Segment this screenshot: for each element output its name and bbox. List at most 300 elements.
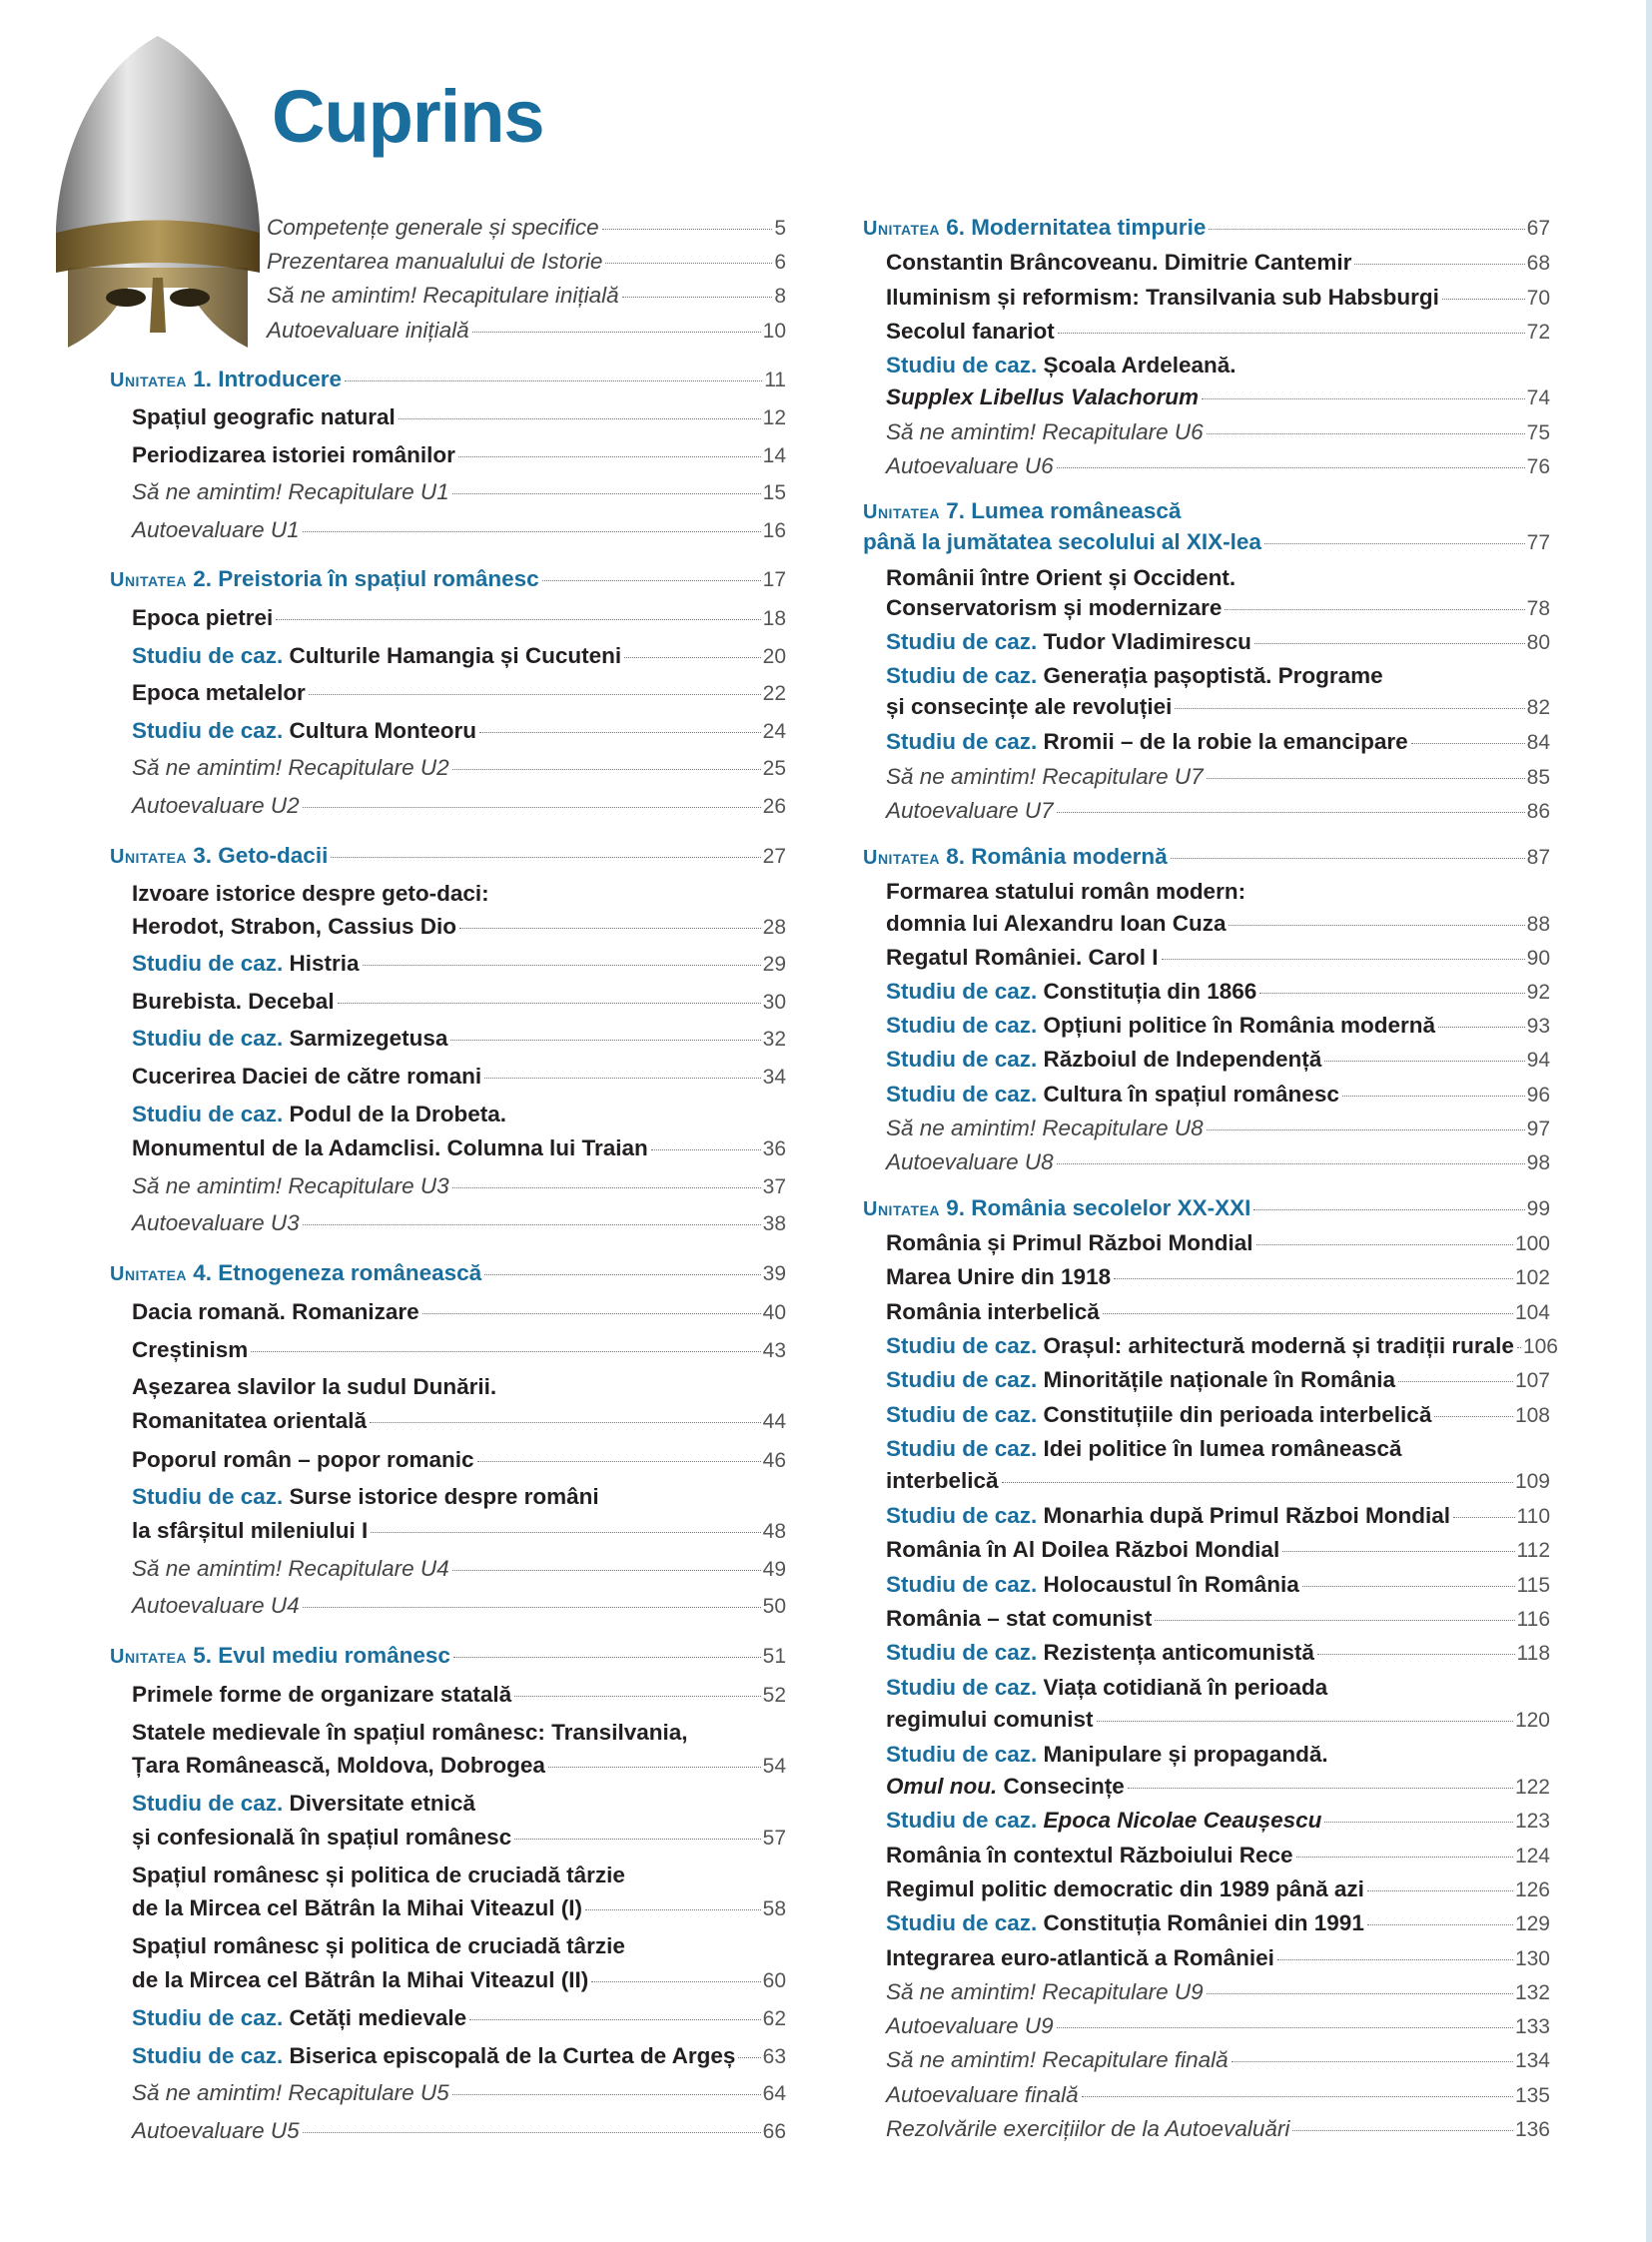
toc-entry[interactable] (132, 1445, 786, 1475)
toc-unit-heading[interactable] (110, 564, 786, 594)
page-number: 36 (762, 1137, 786, 1160)
toc-entry-label: Studiu de caz. Idei politice în lumea românească (886, 1436, 1402, 1461)
toc-entry-label: Studiu de caz. Surse istorice despre români (132, 1484, 599, 1509)
dot-leader (1114, 1278, 1513, 1279)
toc-entry-label: Constantin Brâncoveanu. Dimitrie Cantemir (886, 250, 1352, 275)
dot-leader (1324, 1061, 1524, 1062)
page-number: 20 (762, 645, 786, 668)
toc-entry-label: Studiu de caz. Orașul: arhitectură modernă și tradiții rurale (886, 1333, 1514, 1358)
toc-unit-heading[interactable] (110, 1258, 786, 1288)
toc-entry-label: Monumentul de la Adamclisi. Columna lui Traian (132, 1135, 648, 1160)
toc-entry[interactable] (886, 627, 1550, 657)
dot-leader (1202, 398, 1525, 399)
toc-entry[interactable] (132, 1718, 786, 1748)
dot-leader (484, 1078, 760, 1079)
toc-entry[interactable] (886, 796, 1550, 826)
toc-entry[interactable] (132, 1335, 786, 1365)
page-number: 102 (1514, 1266, 1550, 1289)
dot-leader (452, 493, 761, 494)
toc-entry[interactable] (132, 1823, 786, 1853)
toc-entry[interactable] (886, 1874, 1550, 1904)
toc-entry-label: Spațiul românesc și politica de cruciadă târzie (132, 1933, 625, 1958)
toc-entry[interactable] (886, 1331, 1558, 1361)
toc-entry-label: Regatul României. Carol I (886, 945, 1159, 970)
toc-entry[interactable] (886, 1045, 1550, 1075)
toc-entry-label: Spațiul geografic natural (132, 404, 396, 429)
page-number: 106 (1522, 1335, 1558, 1358)
toc-entry-label: Unitatea 4. Etnogeneza românească (110, 1260, 482, 1285)
toc-entry[interactable] (132, 1751, 786, 1781)
page-number: 8 (774, 285, 786, 308)
toc-entry[interactable] (886, 563, 1550, 593)
toc-entry[interactable] (886, 2114, 1550, 2144)
toc-entry[interactable] (886, 2045, 1550, 2075)
page-number: 118 (1516, 1642, 1550, 1665)
toc-entry[interactable] (132, 987, 786, 1017)
dot-leader (1232, 2061, 1513, 2062)
toc-entry-label: Unitatea 8. România modernă (863, 844, 1168, 869)
dot-leader (1207, 778, 1525, 779)
toc-entry[interactable] (132, 1297, 786, 1327)
toc-unit-heading[interactable] (863, 842, 1550, 872)
toc-entry[interactable] (886, 1434, 1550, 1464)
toc-entry[interactable] (132, 1406, 786, 1436)
toc-entry-label: Studiu de caz. Constituția României din 1991 (886, 1910, 1364, 1935)
toc-entry[interactable] (886, 1977, 1550, 2007)
page-number: 44 (762, 1410, 786, 1433)
dot-leader (1057, 467, 1525, 468)
toc-entry[interactable] (132, 1208, 786, 1238)
dot-leader (738, 2057, 760, 2058)
page-number: 129 (1514, 1912, 1550, 1935)
toc-entry[interactable] (132, 791, 786, 821)
toc-entry[interactable] (886, 692, 1550, 722)
dot-leader (1277, 1959, 1513, 1960)
page-number: 17 (762, 568, 786, 591)
dot-leader (452, 2094, 761, 2095)
toc-entry-label: Unitatea 2. Preistoria în spațiul românesc (110, 566, 539, 591)
toc-entry[interactable] (132, 1372, 786, 1402)
toc-entry[interactable] (267, 281, 786, 311)
toc-entry-label: Studiu de caz. Războiul de Independență (886, 1047, 1322, 1072)
toc-entry-label: Studiu de caz. Școala Ardeleană. (886, 353, 1237, 377)
toc-entry[interactable] (132, 1893, 786, 1923)
page-number: 70 (1526, 287, 1550, 310)
toc-entry[interactable] (886, 1262, 1550, 1292)
toc-entry[interactable] (886, 661, 1550, 691)
page-number: 66 (762, 2120, 786, 2143)
page-number: 54 (762, 1755, 786, 1778)
toc-unit-heading[interactable] (863, 527, 1550, 557)
toc-entry-label: Țara Românească, Moldova, Dobrogea (132, 1753, 545, 1778)
dot-leader (1057, 2027, 1513, 2028)
dot-leader (276, 619, 760, 620)
toc-entry[interactable] (886, 1400, 1550, 1430)
page-number: 85 (1526, 766, 1550, 789)
toc-entry[interactable] (267, 247, 786, 277)
toc-entry-label: Studiu de caz. Constituțiile din perioada interbelică (886, 1402, 1432, 1427)
dot-leader (605, 263, 772, 264)
toc-entry[interactable] (132, 477, 786, 507)
page-number: 134 (1514, 2049, 1550, 2072)
dot-leader (548, 1767, 761, 1768)
page-number: 12 (762, 406, 786, 429)
toc-entry-label: Epoca metalelor (132, 680, 306, 705)
toc-entry[interactable] (886, 1080, 1550, 1110)
page-number: 135 (1514, 2084, 1550, 2107)
toc-entry-label: Formarea statului român modern: (886, 879, 1246, 904)
toc-entry-label: Rezolvările exercițiilor de la Autoevaluări (886, 2116, 1290, 2141)
page-number: 67 (1526, 217, 1550, 240)
toc-entry-label: Secolul fanariot (886, 319, 1055, 344)
page-number: 94 (1526, 1049, 1550, 1072)
toc-entry[interactable] (132, 1591, 786, 1621)
toc-entry[interactable] (132, 879, 786, 909)
toc-entry-label: Unitatea 3. Geto-dacii (110, 843, 329, 868)
dot-leader (452, 1187, 761, 1188)
dot-leader (591, 1981, 760, 1982)
toc-entry[interactable] (886, 1740, 1550, 1770)
toc-entry-label: Studiu de caz. Tudor Vladimirescu (886, 629, 1251, 654)
page-number: 77 (1526, 531, 1550, 554)
page-number: 109 (1514, 1470, 1550, 1493)
toc-entry[interactable] (132, 1554, 786, 1584)
toc-entry[interactable] (886, 909, 1550, 939)
dot-leader (458, 456, 761, 457)
page-number: 87 (1526, 846, 1550, 869)
toc-entry[interactable] (132, 603, 786, 633)
page-number: 16 (762, 519, 786, 542)
toc-entry-label: Studiu de caz. Histria (132, 951, 360, 976)
page-number: 57 (762, 1827, 786, 1850)
dot-leader (1162, 959, 1525, 960)
toc-entry[interactable] (132, 1133, 786, 1163)
toc-entry-label: Unitatea 1. Introducere (110, 367, 343, 391)
toc-unit-heading[interactable] (863, 213, 1550, 243)
dot-leader (1058, 333, 1525, 334)
page-number: 98 (1526, 1151, 1550, 1174)
dot-leader (422, 1313, 761, 1314)
dot-leader (452, 769, 761, 770)
toc-entry-label: Studiu de caz. Constituția din 1866 (886, 979, 1257, 1004)
toc-entry[interactable] (132, 2041, 786, 2071)
toc-entry-label: de la Mircea cel Bătrân la Mihai Viteazul (II) (132, 1967, 589, 1992)
page-number: 11 (764, 369, 786, 391)
dot-leader (484, 1274, 760, 1275)
page-number: 22 (762, 682, 786, 705)
toc-entry[interactable] (886, 451, 1550, 481)
dot-leader (1317, 1654, 1515, 1655)
page-number: 84 (1526, 731, 1550, 754)
page-number: 46 (762, 1449, 786, 1472)
toc-entry[interactable] (886, 1908, 1550, 1938)
page-number: 100 (1514, 1232, 1550, 1255)
page-number: 136 (1514, 2118, 1550, 2141)
toc-entry[interactable] (132, 753, 786, 783)
toc-entry-label: Spațiul românesc și politica de cruciadă târzie (132, 1863, 625, 1887)
toc-entry-label: Izvoare istorice despre geto-daci: (132, 881, 489, 906)
page-number: 50 (762, 1595, 786, 1618)
dot-leader (1082, 2096, 1513, 2097)
dot-leader (1296, 1857, 1513, 1858)
dot-leader (622, 297, 773, 298)
toc-entry-label: Studiu de caz. Viața cotidiană în perioada (886, 1675, 1328, 1700)
page-number: 34 (762, 1066, 786, 1089)
dot-leader (1398, 1381, 1513, 1382)
toc-entry-label: Unitatea 5. Evul mediu românesc (110, 1643, 450, 1668)
toc-entry-label: Integrarea euro-atlantică a României (886, 1945, 1274, 1970)
dot-leader (1256, 1244, 1513, 1245)
page-number: 123 (1514, 1810, 1550, 1833)
page-number: 90 (1526, 947, 1550, 970)
dot-leader (514, 1839, 761, 1840)
toc-entry-label: Studiu de caz. Biserica episcopală de la Curtea de Argeș (132, 2043, 736, 2068)
toc-entry[interactable] (132, 716, 786, 746)
toc-entry-label: Periodizarea istoriei românilor (132, 442, 455, 467)
toc-entry[interactable] (132, 1100, 786, 1129)
page-number: 74 (1526, 386, 1550, 409)
page-number: 68 (1526, 252, 1550, 275)
page-number: 6 (774, 251, 786, 274)
toc-entry[interactable] (886, 1147, 1550, 1177)
toc-entry[interactable] (886, 1011, 1550, 1041)
toc-entry[interactable] (886, 417, 1550, 447)
toc-entry-label: și confesională în spațiul românesc (132, 1825, 512, 1850)
page-number: 52 (762, 1684, 786, 1707)
dot-leader (1128, 1788, 1513, 1789)
page-number: 24 (762, 720, 786, 743)
page-number: 92 (1526, 981, 1550, 1004)
dot-leader (1324, 1822, 1513, 1823)
toc-entry-label: Studiu de caz. Culturile Hamangia și Cucuteni (132, 643, 622, 668)
toc-entry-label: Poporul român – popor romanic (132, 1447, 474, 1472)
page-number: 126 (1514, 1878, 1550, 1901)
toc-entry[interactable] (132, 912, 786, 942)
page-number: 5 (774, 217, 786, 240)
dot-leader (1253, 1209, 1524, 1210)
toc-entry-label: Prezentarea manualului de Istorie (267, 249, 603, 274)
page-number: 132 (1514, 1981, 1550, 2004)
toc-entry[interactable] (886, 1501, 1550, 1531)
toc-entry-label: Supplex Libellus Valachorum (886, 384, 1199, 409)
toc-entry[interactable] (886, 1841, 1550, 1870)
toc-entry[interactable] (886, 1772, 1550, 1802)
page-number: 38 (762, 1212, 786, 1235)
toc-entry[interactable] (886, 1604, 1550, 1634)
toc-entry[interactable] (886, 1806, 1550, 1836)
toc-entry[interactable] (132, 1789, 786, 1819)
helmet-image (38, 28, 278, 358)
dot-leader (469, 2019, 761, 2020)
dot-leader (1103, 1313, 1513, 1314)
toc-entry-label: România și Primul Război Mondial (886, 1230, 1253, 1255)
dot-leader (331, 857, 760, 858)
toc-entry-label: România – stat comunist (886, 1606, 1153, 1631)
dot-leader (303, 1607, 761, 1608)
toc-entry-label: Să ne amintim! Recapitulare U5 (132, 2080, 449, 2105)
toc-entry[interactable] (886, 283, 1550, 313)
dot-leader (303, 2132, 761, 2133)
page-number: 99 (1526, 1197, 1550, 1220)
page-number: 49 (762, 1558, 786, 1581)
dot-leader (479, 732, 761, 733)
page-number: 88 (1526, 913, 1550, 936)
toc-entry-label: Dacia romană. Romanizare (132, 1299, 419, 1324)
page-number: 104 (1514, 1301, 1550, 1324)
toc-entry-label: Burebista. Decebal (132, 989, 335, 1014)
toc-entry[interactable] (886, 317, 1550, 347)
toc-entry-label: Să ne amintim! Recapitulare inițială (267, 283, 619, 308)
toc-entry-label: Să ne amintim! Recapitulare U1 (132, 479, 449, 504)
dot-leader (453, 1657, 761, 1658)
toc-entry[interactable] (132, 402, 786, 432)
toc-entry-label: Unitatea 7. Lumea românească (863, 498, 1182, 523)
toc-entry[interactable] (886, 1638, 1550, 1668)
toc-entry[interactable] (886, 1297, 1550, 1327)
page-number: 30 (762, 991, 786, 1014)
toc-entry[interactable] (886, 1365, 1550, 1395)
toc-entry[interactable] (132, 1062, 786, 1092)
toc-unit-heading[interactable] (110, 841, 786, 871)
toc-entry-label: Studiu de caz. Monarhia după Primul Război Mondial (886, 1503, 1451, 1528)
toc-entry[interactable] (267, 316, 786, 346)
toc-entry-label: Omul nou. Consecințe (886, 1774, 1125, 1799)
dot-leader (1259, 993, 1524, 994)
toc-entry[interactable] (132, 949, 786, 979)
toc-entry-label: Unitatea 6. Modernitatea timpurie (863, 215, 1207, 240)
toc-entry-label: interbelică (886, 1468, 999, 1493)
toc-entry-label: Studiu de caz. Diversitate etnică (132, 1791, 475, 1816)
page-number: 43 (762, 1339, 786, 1362)
toc-entry[interactable] (886, 762, 1550, 792)
toc-entry[interactable] (886, 248, 1550, 278)
page-number: 115 (1516, 1574, 1550, 1597)
page-number: 120 (1514, 1709, 1550, 1732)
toc-entry[interactable] (132, 440, 786, 470)
toc-entry[interactable] (886, 593, 1550, 623)
toc-entry[interactable] (886, 977, 1550, 1007)
page-number: 96 (1526, 1084, 1550, 1107)
toc-entry-label: Să ne amintim! Recapitulare finală (886, 2047, 1229, 2072)
toc-entry[interactable] (886, 1466, 1550, 1496)
dot-leader (1292, 2130, 1513, 2131)
toc-unit-heading[interactable] (863, 496, 1550, 526)
toc-entry[interactable] (886, 2011, 1550, 2041)
toc-entry-label: Herodot, Strabon, Cassius Dio (132, 914, 457, 939)
dot-leader (1517, 1347, 1521, 1348)
toc-entry[interactable] (886, 351, 1550, 380)
page-number: 25 (762, 757, 786, 780)
toc-entry[interactable] (886, 382, 1550, 412)
dot-leader (1367, 1890, 1513, 1891)
dot-leader (1229, 925, 1524, 926)
dot-leader (459, 928, 761, 929)
dot-leader (452, 1570, 761, 1571)
toc-entry[interactable] (132, 1482, 786, 1512)
toc-entry-label: Să ne amintim! Recapitulare U2 (132, 755, 449, 780)
toc-entry[interactable] (132, 1861, 786, 1890)
toc-entry-label: Autoevaluare U7 (886, 798, 1054, 823)
toc-entry[interactable] (886, 1570, 1550, 1600)
toc-entry-label: Creștinism (132, 1337, 249, 1362)
toc-entry[interactable] (886, 1114, 1550, 1143)
dot-leader (399, 418, 761, 419)
toc-entry[interactable] (886, 1673, 1550, 1703)
page-number: 122 (1514, 1776, 1550, 1799)
toc-entry[interactable] (132, 2078, 786, 2108)
page-number: 14 (762, 444, 786, 467)
toc-entry-label: Studiu de caz. Rezistența anticomunistă (886, 1640, 1314, 1665)
page-number: 130 (1514, 1947, 1550, 1970)
toc-entry-label: Așezarea slavilor la sudul Dunării. (132, 1374, 497, 1399)
toc-entry-label: Autoevaluare U6 (886, 453, 1054, 478)
toc-entry-label: România în Al Doilea Război Mondial (886, 1537, 1280, 1562)
page-number: 72 (1526, 321, 1550, 344)
toc-entry[interactable] (132, 678, 786, 708)
toc-entry-label: Autoevaluare U1 (132, 517, 300, 542)
toc-entry[interactable] (886, 1705, 1550, 1735)
toc-entry[interactable] (132, 641, 786, 671)
toc-entry[interactable] (886, 943, 1550, 973)
toc-entry-label: Cucerirea Daciei de către romani (132, 1064, 482, 1089)
toc-entry[interactable] (886, 1228, 1550, 1258)
page-number: 112 (1516, 1539, 1550, 1562)
toc-entry[interactable] (886, 1535, 1550, 1565)
page-number: 75 (1526, 421, 1550, 444)
toc-entry[interactable] (886, 1943, 1550, 1973)
toc-entry[interactable] (886, 2080, 1550, 2110)
toc-entry[interactable] (132, 1680, 786, 1710)
dot-leader (1155, 1620, 1514, 1621)
toc-entry-label: Studiu de caz. Minoritățile naționale în România (886, 1367, 1396, 1392)
toc-entry[interactable] (132, 1024, 786, 1054)
toc-entry[interactable] (132, 1931, 786, 1961)
toc-entry[interactable] (132, 2116, 786, 2146)
page-number: 62 (762, 2007, 786, 2030)
dot-leader (1175, 708, 1524, 709)
toc-entry[interactable] (886, 727, 1550, 757)
page-number: 78 (1526, 597, 1550, 620)
page-number: 28 (762, 916, 786, 939)
dot-leader (1207, 1129, 1525, 1130)
toc-entry-label: Să ne amintim! Recapitulare U8 (886, 1116, 1204, 1140)
dot-leader (1438, 1027, 1525, 1028)
toc-entry[interactable] (267, 213, 786, 243)
dot-leader (1057, 812, 1525, 813)
dot-leader (1367, 1924, 1513, 1925)
toc-entry[interactable] (886, 877, 1550, 907)
dot-leader (1057, 1163, 1525, 1164)
page-number: 32 (762, 1028, 786, 1051)
toc-entry[interactable] (132, 1965, 786, 1995)
toc-entry[interactable] (132, 1171, 786, 1201)
dot-leader (303, 531, 761, 532)
toc-unit-heading[interactable] (110, 1641, 786, 1671)
toc-unit-heading[interactable] (863, 1193, 1550, 1223)
page-number: 76 (1526, 455, 1550, 478)
toc-entry-label: Să ne amintim! Recapitulare U9 (886, 1979, 1204, 2004)
toc-entry[interactable] (132, 515, 786, 545)
dot-leader (1209, 229, 1524, 230)
toc-unit-heading[interactable] (110, 365, 786, 394)
page-number: 133 (1514, 2015, 1550, 2038)
toc-entry[interactable] (132, 2003, 786, 2033)
toc-entry-label: Iluminism și reformism: Transilvania sub Habsburgi (886, 285, 1439, 310)
toc-entry-label: și consecințe ale revoluției (886, 694, 1173, 719)
toc-entry[interactable] (132, 1516, 786, 1546)
toc-entry-label: Autoevaluare U3 (132, 1210, 300, 1235)
page-number: 40 (762, 1301, 786, 1324)
